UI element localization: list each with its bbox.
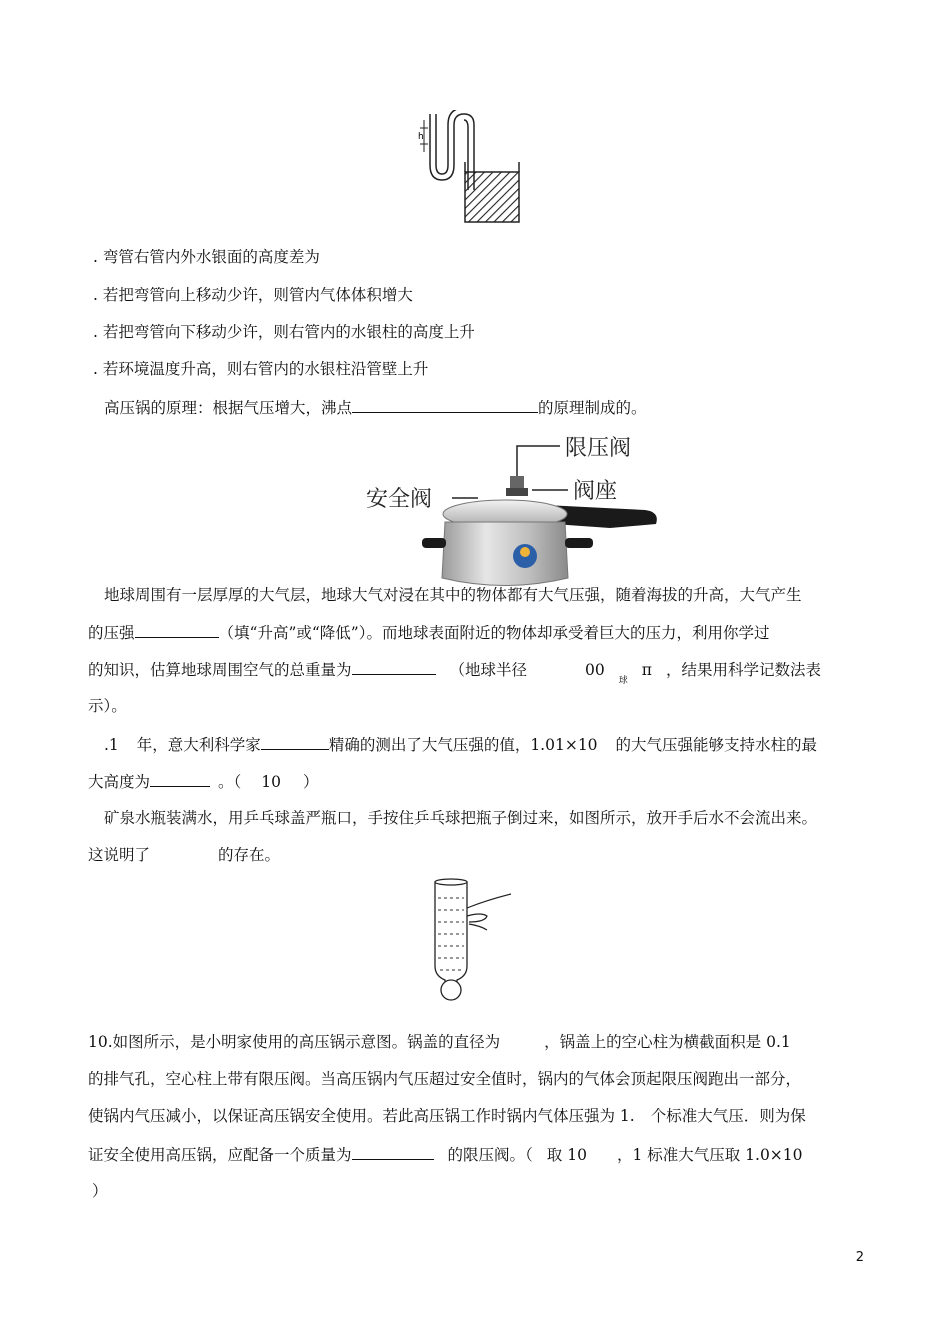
answer-blank[interactable] [352,658,436,675]
question-10-l4: 证安全使用高压锅，应配备一个质量为 的限压阀。（ 取 10 ，1 标准大气压取 1.0×10 [88,1143,803,1166]
question-cooker: 高压锅的原理：根据气压增大，沸点 的原理制成的。 [104,396,647,419]
option-b: . 若把弯管向上移动少许，则管内气体体积增大 [93,286,413,304]
question-atmosphere-l1: 地球周围有一层厚厚的大气层，地球大气对浸在其中的物体都有大气压强，随着海拔的升高，大气产生 [104,586,802,604]
question-bottle-l1: 矿泉水瓶装满水，用乒乓球盖严瓶口，手按住乒乓球把瓶子倒过来，如图所示，放开手后水不会流出来。 [104,809,818,827]
label-pressure-valve: 限压阀 [565,436,632,461]
answer-blank[interactable] [352,396,538,413]
h-label: h [418,132,424,142]
question-atmosphere-l3: 的知识，估算地球周围空气的总重量为 （地球半径 $00_球\pi$ ，结果用科学记数法表 [88,658,821,684]
question-10-l5: ） [92,1182,108,1200]
label-safety-valve: 安全阀 [366,487,433,512]
question-torricelli-l1: .1 年，意大利科学家 精确的测出了大气压强的值，1.01×10 的大气压强能够支持水柱的最 [104,733,817,756]
question-10-l3: 使锅内气压减小，以保证高压锅安全使用。若此高压锅工作时锅内气体压强为 1. 个标准大气压．则为保 [88,1107,806,1125]
question-10-l1: 10.如图所示，是小明家使用的高压锅示意图。锅盖的直径为 ，锅盖上的空心柱为横截面积是 0.1 [88,1033,791,1051]
question-atmosphere-l4: 示）。 [88,697,127,715]
answer-blank[interactable] [150,770,210,787]
label-valve-seat: 阀座 [573,479,618,504]
question-10-l2: 的排气孔，空心柱上带有限压阀。当高压锅内气压超过安全值时，锅内的气体会顶起限压阀跑出一部分， [88,1070,802,1088]
question-bottle-l2: 这说明了 的存在。 [88,846,281,864]
answer-blank[interactable] [261,733,329,750]
answer-blank[interactable] [352,1143,434,1160]
question-atmosphere-l2: 的压强 （填“升高”或“降低”）。而地球表面附近的物体却承受着巨大的压力，利用你学过 [88,621,769,644]
question-torricelli-l2: 大高度为 。（ 10 ） [88,770,319,793]
answer-blank[interactable] [135,621,219,638]
bottle-figure [425,878,525,1003]
option-a: . 弯管右管内外水银面的高度差为 [93,248,320,266]
pressure-cooker-figure [360,428,680,593]
page-number: 2 [855,1250,864,1265]
option-d: . 若环境温度升高，则右管内的水银柱沿管壁上升 [93,360,429,378]
option-c: . 若把弯管向下移动少许，则右管内的水银柱的高度上升 [93,323,475,341]
u-tube-figure [410,110,525,225]
